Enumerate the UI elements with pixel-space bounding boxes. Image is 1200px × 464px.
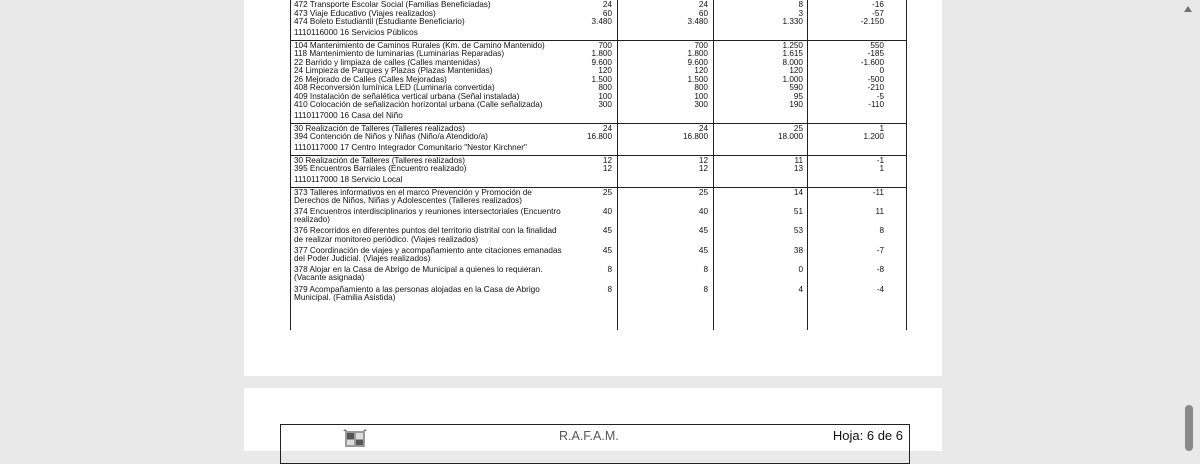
value-cell: 11 (875, 206, 884, 216)
table-column-divider (807, 0, 808, 330)
table-border-left (290, 0, 291, 330)
value-cell: 3.480 (591, 17, 612, 26)
scrollbar-thumb[interactable] (1185, 405, 1193, 451)
value-cell: 8 (703, 265, 708, 275)
value-cell: 24 (602, 123, 612, 133)
item-description: 394 Contención de Niños y Niñas (Niño/a Atendido/a) (294, 132, 488, 141)
value-cell: 16.800 (586, 132, 612, 141)
value-cell: 1.500 (591, 74, 612, 84)
value-cell: 1.250 (782, 40, 803, 50)
value-cell: 51 (793, 206, 803, 216)
value-cell: 3 (798, 8, 803, 18)
section-heading: 1110117000 18 Servicio Local (294, 174, 403, 184)
item-description: 379 Acompañamiento a las personas alojadas en la Casa de Abrigo Municipal. (Familia Asistida) (294, 284, 540, 302)
value-cell: -5 (876, 91, 884, 101)
value-cell: 12 (602, 164, 612, 173)
value-cell: 0 (879, 66, 884, 75)
value-cell: 120 (598, 66, 612, 75)
value-cell: -8 (876, 265, 884, 275)
item-description: 22 Barrido y limpiaza de calles (Calles mantenidas) (294, 57, 481, 67)
value-cell: -2.150 (860, 17, 884, 26)
document-page-footer (244, 388, 942, 451)
value-cell: 45 (602, 245, 612, 255)
value-cell: 1.500 (687, 74, 708, 84)
value-cell: 45 (698, 245, 708, 255)
value-cell: 24 (602, 0, 612, 9)
value-cell: 16.800 (682, 132, 708, 141)
value-cell: -210 (867, 83, 884, 92)
value-cell: 40 (602, 206, 612, 216)
value-cell: -185 (867, 49, 884, 58)
value-cell: 8 (607, 284, 612, 294)
value-cell: 3.480 (687, 17, 708, 26)
value-cell: 0 (798, 265, 803, 275)
value-cell: 53 (793, 226, 803, 236)
item-description: 118 Mantenimiento de luminarias (Luminarias Reparadas) (294, 49, 505, 58)
value-cell: 120 (789, 66, 803, 75)
metas-table (290, 0, 906, 330)
value-cell: -1 (876, 155, 884, 165)
item-description: 474 Boleto Estudiantil (Estudiante Beneficiario) (294, 17, 465, 26)
value-cell: 8 (703, 284, 708, 294)
value-cell: 14 (793, 187, 803, 197)
item-description: 377 Coordinación de viajes y acompañamiento ante citaciones emanadas del Poder Judicial. (Viajes realizados) (294, 245, 562, 263)
value-cell: 300 (694, 100, 708, 109)
value-cell: -500 (867, 74, 884, 84)
value-cell: 1 (879, 164, 884, 173)
value-cell: -4 (876, 284, 884, 294)
value-cell: 25 (602, 187, 612, 197)
value-cell: 300 (598, 100, 612, 109)
value-cell: 25 (698, 187, 708, 197)
value-cell: 700 (694, 40, 708, 50)
value-cell: 45 (602, 226, 612, 236)
value-cell: 8.000 (782, 57, 803, 67)
section-heading: 1110117000 17 Centro Integrador Comunitario "Nestor Kirchner" (294, 142, 527, 152)
value-cell: 12 (698, 155, 708, 165)
value-cell: 8 (879, 226, 884, 236)
document-page (244, 0, 942, 376)
table-column-divider (617, 0, 618, 330)
value-cell: 38 (793, 245, 803, 255)
value-cell: 550 (870, 40, 884, 50)
value-cell: 120 (694, 66, 708, 75)
value-cell: 9.600 (687, 57, 708, 67)
value-cell: 1.800 (591, 49, 612, 58)
value-cell: 1.800 (687, 49, 708, 58)
value-cell: -57 (872, 8, 884, 18)
page-number: Hoja: 6 de 6 (832, 428, 903, 443)
value-cell: 1.615 (782, 49, 803, 58)
value-cell: 1 (879, 123, 884, 133)
value-cell: -11 (872, 187, 884, 197)
item-description: 395 Encuentros Barriales (Encuentro realizado) (294, 164, 467, 173)
value-cell: 12 (602, 155, 612, 165)
value-cell: 12 (698, 164, 708, 173)
value-cell: 24 (698, 123, 708, 133)
item-description: 410 Colocación de señalización horizontal urbana (Calle señalizada) (294, 100, 543, 109)
value-cell: 60 (698, 8, 708, 18)
item-description: 376 Recorridos en diferentes puntos del territorio distrital con la finalidad de realizar monitoreo periódico. (Viajes realizados) (294, 226, 557, 244)
value-cell: 40 (698, 206, 708, 216)
item-description: 26 Mejorado de Calles (Calles Mejoradas) (294, 74, 447, 84)
item-description: 409 Instalación de señalética vertical urbana (Señal instalada) (294, 91, 520, 101)
section-heading: 1110116000 16 Servicios Públicos (294, 27, 418, 37)
table-column-divider (713, 0, 714, 330)
table-border-right (906, 0, 907, 330)
section-heading: 1110117000 16 Casa del Niño (294, 110, 403, 120)
value-cell: 60 (602, 8, 612, 18)
value-cell: -16 (872, 0, 884, 9)
value-cell: 45 (698, 226, 708, 236)
item-description: 473 Viaje Educativo (Viajes realizados) (294, 8, 436, 18)
value-cell: 800 (694, 83, 708, 92)
item-description: 472 Transporte Escolar Social (Familias Beneficiadas) (294, 0, 491, 9)
value-cell: 1.330 (782, 17, 803, 26)
value-cell: 95 (793, 91, 803, 101)
value-cell: 1.200 (863, 132, 884, 141)
value-cell: 800 (598, 83, 612, 92)
value-cell: 100 (598, 91, 612, 101)
value-cell: 190 (789, 100, 803, 109)
value-cell: 8 (607, 265, 612, 275)
municipal-crest-icon (341, 429, 369, 449)
item-description: 373 Talleres informativos en el marco Prevención y Promoción de Derechos de Niños, Niñas y Adolescentes (Talleres realizados) (294, 187, 532, 205)
value-cell: 18.000 (777, 132, 803, 141)
value-cell: 13 (793, 164, 803, 173)
value-cell: -7 (876, 245, 884, 255)
item-description: 30 Realización de Talleres (Talleres realizados) (294, 155, 465, 165)
value-cell: 11 (794, 155, 803, 165)
value-cell: 590 (789, 83, 803, 92)
item-description: 30 Realización de Talleres (Talleres realizados) (294, 123, 465, 133)
value-cell: 8 (798, 0, 803, 9)
item-description: 24 Limpieza de Parques y Plazas (Plazas Mantenidas) (294, 66, 493, 75)
item-description: 408 Reconversión lumínica LED (Luminaria convertida) (294, 83, 495, 92)
value-cell: 4 (798, 284, 803, 294)
value-cell: 9.600 (591, 57, 612, 67)
item-description: 374 Encuentros interdisciplinarios y reuniones intersectoriales (Encuentro realizado) (294, 206, 561, 225)
value-cell: -1.600 (860, 57, 884, 67)
report-footer (280, 424, 910, 464)
value-cell: 1.000 (782, 74, 803, 84)
value-cell: 25 (793, 123, 803, 133)
value-cell: 100 (694, 91, 708, 101)
value-cell: -110 (868, 100, 884, 109)
item-description: 104 Mantenimiento de Caminos Rurales (Km. de Camino Mantenido) (294, 40, 545, 50)
value-cell: 24 (698, 0, 708, 9)
report-system-title: R.A.F.A.M. (559, 429, 619, 443)
value-cell: 700 (598, 40, 612, 50)
item-description: 378 Alojar en la Casa de Abrigo de Municipal a quienes lo requieran. (Vacante asignada) (294, 265, 543, 283)
scroll-up-arrow-icon[interactable] (1184, 6, 1192, 12)
